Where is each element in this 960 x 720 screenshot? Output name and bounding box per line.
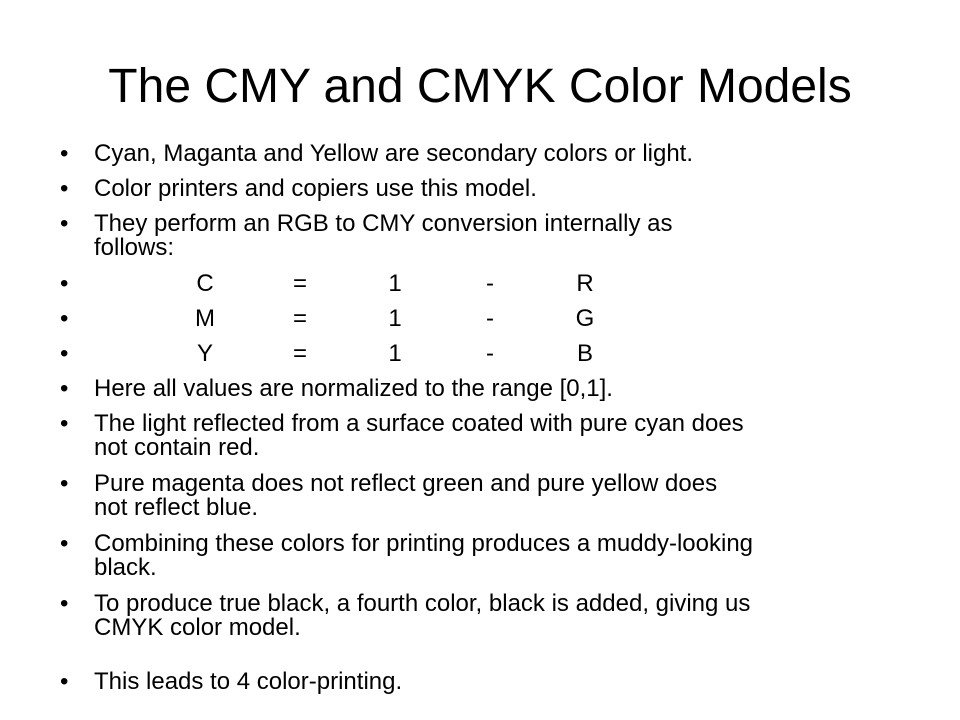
bullet-text-line: black.	[94, 554, 157, 581]
bullet-icon: •	[60, 140, 69, 167]
equation-token: B	[576, 340, 593, 367]
slide-title: The CMY and CMYK Color Models	[108, 60, 852, 113]
equation-token: 1	[388, 305, 402, 332]
equation-token: =	[292, 305, 307, 332]
bullet-text-line: CMYK color model.	[94, 614, 301, 641]
bullet-text-line: Cyan, Maganta and Yellow are secondary colors or light.	[94, 140, 694, 167]
equation-token: 1	[388, 270, 402, 297]
equation-token: =	[292, 270, 307, 297]
bullet-text-line: Color printers and copiers use this model.	[94, 175, 537, 202]
bullet-icon: •	[60, 410, 69, 437]
bullet-text-line: not contain red.	[94, 434, 260, 461]
equation-token: Y	[196, 340, 213, 367]
bullet-text-line: not reflect blue.	[94, 494, 259, 521]
bullet-text-line: They perform an RGB to CMY conversion internally as	[94, 210, 673, 237]
bullet-text-line: follows:	[94, 234, 175, 261]
bullet-text-line: Here all values are normalized to the range [0,1].	[94, 375, 613, 402]
bullet-icon: •	[60, 530, 69, 557]
bullet-text-line: To produce true black, a fourth color, black is added, giving us	[94, 590, 751, 617]
equation-token: -	[486, 305, 494, 332]
bullet-icon: •	[60, 470, 69, 497]
bullet-icon: •	[60, 340, 69, 367]
equation-token: =	[292, 340, 307, 367]
bullet-icon: •	[60, 590, 69, 617]
bullet-icon: •	[60, 270, 69, 297]
equation-token: 1	[388, 340, 402, 367]
bullet-text-line: This leads to 4 color-printing.	[94, 668, 403, 695]
bullet-icon: •	[60, 668, 69, 695]
bullet-icon: •	[60, 175, 69, 202]
equation-token: -	[486, 340, 494, 367]
equation-token: -	[486, 270, 494, 297]
equation-token: G	[575, 305, 595, 332]
bullet-text-line: Pure magenta does not reflect green and pure yellow does	[94, 470, 718, 497]
bullet-icon: •	[60, 375, 69, 402]
bullet-text-line: Combining these colors for printing produces a muddy-looking	[94, 530, 754, 557]
equation-token: R	[576, 270, 594, 297]
bullet-icon: •	[60, 210, 69, 237]
bullet-text-line: The light reflected from a surface coated with pure cyan does	[94, 410, 744, 437]
equation-token: C	[196, 270, 214, 297]
equation-token: M	[195, 305, 215, 332]
bullet-icon: •	[60, 305, 69, 332]
